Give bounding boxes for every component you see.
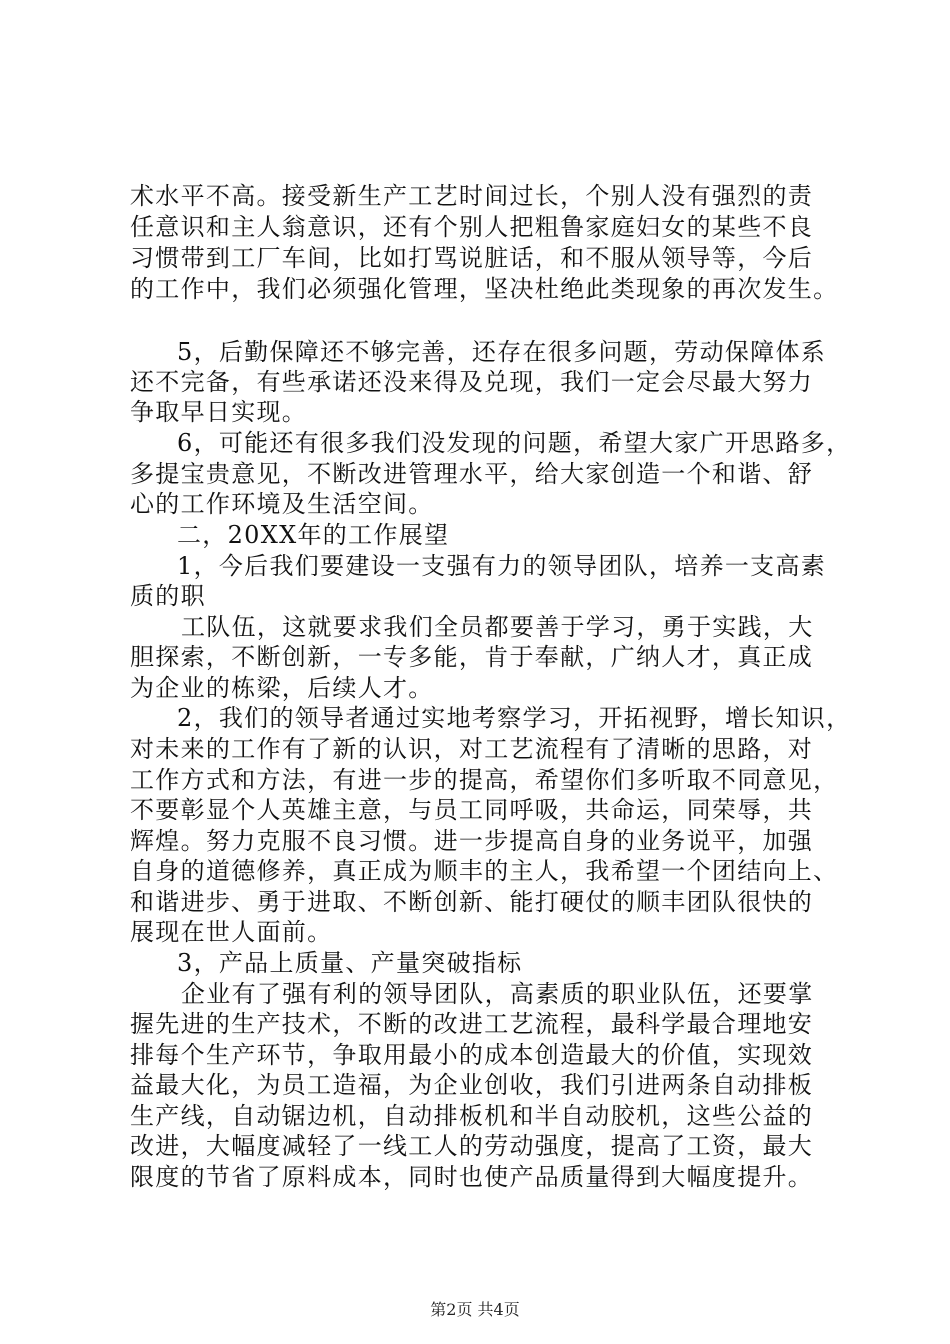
text-line: 为企业的栋梁，后续人才。: [130, 674, 434, 702]
text-line: 展现在世人面前。: [130, 918, 333, 946]
text-line: 争取早日实现。: [130, 398, 308, 426]
text-line: 6，可能还有很多我们没发现的问题，希望大家广开思路多，: [177, 429, 852, 457]
text-line: 工作方式和方法，有进一步的提高，希望你们多听取不同意见，: [130, 766, 839, 794]
text-line: 1，今后我们要建设一支强有力的领导团队，培养一支高素: [177, 552, 827, 580]
text-line: 质的职: [130, 582, 206, 610]
text-line: 握先进的生产技术，不断的改进工艺流程，最科学最合理地安: [130, 1010, 814, 1038]
text-line: 习惯带到工厂车间，比如打骂说脏话，和不服从领导等，今后: [130, 244, 814, 272]
text-line: 5，后勤保障还不够完善，还存在很多问题，劳动保障体系: [177, 338, 827, 366]
page-number-footer: 第2页 共4页: [430, 1300, 520, 1319]
text-line: 任意识和主人翁意识，还有个别人把粗鲁家庭妇女的某些不良: [130, 213, 814, 241]
text-line: 工队伍，这就要求我们全员都要善于学习，勇于实践，大: [181, 613, 814, 641]
text-line: 生产线，自动锯边机，自动排板机和半自动胶机，这些公益的: [130, 1102, 814, 1130]
text-line: 术水平不高。接受新生产工艺时间过长，个别人没有强烈的责: [130, 182, 814, 210]
text-line: 排每个生产环节，争取用最小的成本创造最大的价值，实现效: [130, 1041, 814, 1069]
text-line: 胆探索，不断创新，一专多能，肯于奉献，广纳人才，真正成: [130, 643, 814, 671]
text-line: 心的工作环境及生活空间。: [130, 490, 434, 518]
text-line: 自身的道德修养，真正成为顺丰的主人，我希望一个团结向上、: [130, 857, 839, 885]
text-line: 限度的节省了原料成本，同时也使产品质量得到大幅度提升。: [130, 1163, 814, 1191]
text-line: 2，我们的领导者通过实地考察学习，开拓视野，增长知识，: [177, 704, 852, 732]
text-line: 的工作中，我们必须强化管理，坚决杜绝此类现象的再次发生。: [130, 275, 839, 303]
text-line: 还不完备，有些承诺还没来得及兑现，我们一定会尽最大努力: [130, 368, 814, 396]
text-line: 多提宝贵意见，不断改进管理水平，给大家创造一个和谐、舒: [130, 460, 814, 488]
text-line: 和谐进步、勇于进取、不断创新、能打硬仗的顺丰团队很快的: [130, 888, 814, 916]
section-heading: 二，20XX年的工作展望: [177, 521, 450, 549]
text-line: 不要彰显个人英雄主意，与员工同呼吸，共命运，同荣辱，共: [130, 796, 814, 824]
text-line: 益最大化，为员工造福，为企业创收，我们引进两条自动排板: [130, 1071, 814, 1099]
text-line: 辉煌。努力克服不良习惯。进一步提高自身的业务说平，加强: [130, 827, 814, 855]
text-line: 企业有了强有利的领导团队，高素质的职业队伍，还要掌: [181, 980, 814, 1008]
subsection-heading: 3，产品上质量、产量突破指标: [177, 949, 523, 977]
text-line: 对未来的工作有了新的认识，对工艺流程有了清晰的思路，对: [130, 735, 814, 763]
text-line: 改进，大幅度减轻了一线工人的劳动强度，提高了工资，最大: [130, 1132, 814, 1160]
